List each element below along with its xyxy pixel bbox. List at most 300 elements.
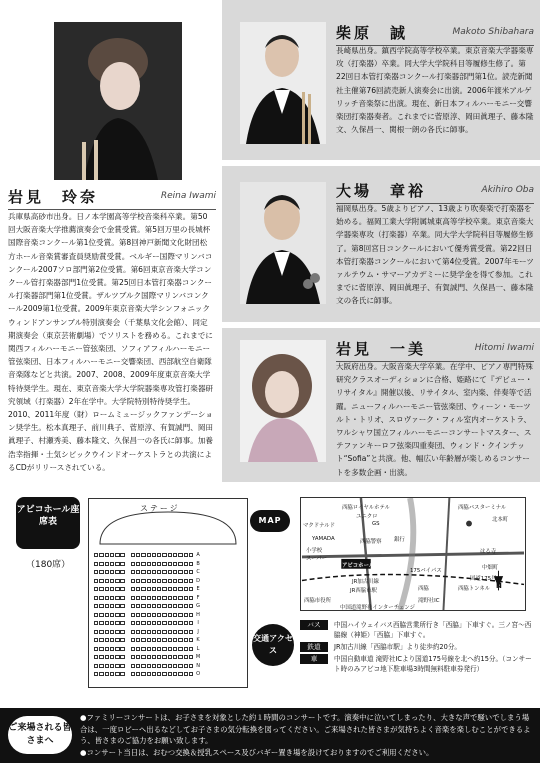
seat (94, 604, 98, 608)
seat (168, 664, 172, 668)
seat (120, 553, 124, 557)
seat (178, 638, 182, 642)
seat (99, 630, 103, 634)
seat (94, 655, 98, 659)
seat (157, 553, 161, 557)
row-letter: K (196, 637, 200, 644)
seat (152, 664, 156, 668)
seat (168, 655, 172, 659)
seat (141, 596, 145, 600)
seat (94, 562, 98, 566)
seat (147, 587, 151, 591)
performer-photo-akihiro (240, 182, 326, 304)
map-label: GS (372, 521, 380, 527)
seat (184, 587, 188, 591)
seat (115, 562, 119, 566)
seat (141, 604, 145, 608)
seat (94, 613, 98, 617)
map-label: 西脇ロイヤルホテル (342, 505, 391, 511)
seat (136, 587, 140, 591)
seat (120, 579, 124, 583)
seat (141, 587, 145, 591)
seat (115, 587, 119, 591)
seat (120, 570, 124, 574)
seat (131, 553, 135, 557)
seat (120, 630, 124, 634)
seat (105, 596, 109, 600)
seat (120, 562, 124, 566)
seat (136, 621, 140, 625)
seat (178, 562, 182, 566)
performer-bio-reina: 兵庫県高砂市出身。日ノ本学園高等学校音楽科卒業。第50回大阪音楽大学推薦演奏会で金賞受賞。第5回万里の長城杯国際音楽コンクール第1位受賞。第8回神戸新聞文化財団松方ホール音楽賞審査員奨励賞受賞。ベルギー国際マリンバコンクール2007ソロ部門第2位受賞。第6回東京音楽大学コンクール管打楽器部門1位受賞。第25回日本管打楽器コンクール打楽器部門第1位受賞。ザルツブルク国際マリンバコンクール2009第1位受賞。2009年東京音楽大学シンフォニックウィンドアンサンブル特別演奏会（千葉県文化会館）、同定期演奏会（東京芸術劇場）でソリストを務める。これまでに関西フィルハーモニー管弦楽団、ソフィアフィルハーモニー管弦楽団、日本フィルハーモニー交響楽団、西部航空自衛隊音楽隊などと共演。2007、2008、2009年度東京音楽大学特待奨学生。現在、東京音楽大学大学院器楽専攻管打楽器研究領域（打楽器）2年在学中。大学院特別特待奨学生。2010、2011年度（財）ロームミュージックファンデーション奨学生。松本真理子、前川典子、菅原淳、有賀誠門、岡田眞理子、村瀬秀美、藤本隆文、久保昌一の各氏に師事。加養浩幸指揮・土気シビックウインドオーケストラとの共演によるCDがリリースされている。 (8, 212, 214, 472)
divider (222, 160, 540, 166)
seat (162, 562, 166, 566)
row-letter: D (196, 577, 200, 584)
seat (99, 647, 103, 651)
seat (94, 672, 98, 676)
seat (110, 596, 114, 600)
seat (152, 604, 156, 608)
seat (178, 613, 182, 617)
seat (115, 664, 119, 668)
seat (162, 647, 166, 651)
seat-row (94, 602, 244, 611)
performer-photo-reina (54, 22, 182, 180)
seat (168, 596, 172, 600)
seat (120, 587, 124, 591)
seat (99, 579, 103, 583)
seat-row (94, 628, 244, 637)
seat (120, 596, 124, 600)
seat (147, 579, 151, 583)
seat (189, 613, 193, 617)
seat (141, 579, 145, 583)
seat (173, 664, 177, 668)
seat (152, 579, 156, 583)
seat (147, 596, 151, 600)
seat (184, 638, 188, 642)
seat (157, 570, 161, 574)
row-letter: C (196, 569, 200, 576)
seat (131, 630, 135, 634)
seat (94, 638, 98, 642)
seat (168, 647, 172, 651)
seat (152, 655, 156, 659)
seat (99, 562, 103, 566)
seat (141, 621, 145, 625)
seat (115, 570, 119, 574)
seat (162, 621, 166, 625)
seat (105, 613, 109, 617)
seat (157, 579, 161, 583)
access-tag: 鉄道 (300, 642, 328, 652)
seat (141, 570, 145, 574)
seat-rows (94, 551, 244, 679)
seat (189, 630, 193, 634)
performer-photo-hitomi (240, 340, 326, 462)
seat (136, 579, 140, 583)
seat (141, 638, 145, 642)
seat (189, 579, 193, 583)
seat (94, 579, 98, 583)
seat (162, 570, 166, 574)
map-label: スーパー (306, 556, 328, 562)
seat (141, 647, 145, 651)
notice-text (80, 712, 534, 758)
access-row-bus (300, 620, 532, 640)
seat (94, 664, 98, 668)
seat (131, 570, 135, 574)
seat (162, 604, 166, 608)
map-label: 小学校 (306, 548, 323, 554)
seat (120, 638, 124, 642)
map-label: 銀行 (394, 537, 405, 543)
seat-row (94, 594, 244, 603)
access-row-car (300, 654, 532, 674)
name-ja: 岩見 一美 (336, 340, 427, 358)
seat (184, 664, 188, 668)
map-label: マクドナルド (303, 523, 336, 529)
seat (131, 638, 135, 642)
seat (105, 621, 109, 625)
seat (120, 621, 124, 625)
seat (110, 587, 114, 591)
seat (168, 638, 172, 642)
seat (99, 570, 103, 574)
seat (141, 672, 145, 676)
seat (105, 630, 109, 634)
seat (94, 647, 98, 651)
seat (157, 638, 161, 642)
seat (178, 672, 182, 676)
map-label: 175バイパス (410, 568, 442, 574)
seat (120, 664, 124, 668)
seat (131, 613, 135, 617)
seat (152, 613, 156, 617)
seat (189, 587, 193, 591)
seat (120, 647, 124, 651)
performer-name-makoto (336, 22, 534, 46)
seat (189, 621, 193, 625)
seat (184, 570, 188, 574)
seat (178, 579, 182, 583)
divider (222, 322, 540, 328)
map-badge: MAP (250, 510, 290, 532)
seat (105, 553, 109, 557)
map-label: 北本町 (492, 517, 509, 523)
seat (152, 596, 156, 600)
seat (189, 604, 193, 608)
seat (152, 553, 156, 557)
seat (147, 613, 151, 617)
seat (184, 596, 188, 600)
seat (136, 596, 140, 600)
seat (115, 621, 119, 625)
seat (131, 587, 135, 591)
row-letter: J (197, 628, 199, 635)
seat (173, 647, 177, 651)
seat (152, 587, 156, 591)
seat (141, 562, 145, 566)
seat (189, 562, 193, 566)
seat (136, 562, 140, 566)
seat (173, 579, 177, 583)
seat (131, 596, 135, 600)
seat (189, 672, 193, 676)
seat (157, 613, 161, 617)
seat (136, 553, 140, 557)
map-label: 西脇 (418, 586, 429, 592)
name-ja: 柴原 誠 (336, 24, 409, 42)
access-list (300, 620, 532, 676)
seat (110, 579, 114, 583)
seat (173, 655, 177, 659)
seat (141, 664, 145, 668)
seat (178, 604, 182, 608)
access-tag: 車 (300, 654, 328, 664)
seat (115, 613, 119, 617)
seat (115, 647, 119, 651)
access-text: JR加古川線「西脇市駅」より徒歩約20分。 (334, 643, 462, 651)
portrait-image (240, 182, 326, 304)
seat (105, 587, 109, 591)
seat-capacity: （180席） (26, 560, 71, 570)
performer-bio-akihiro: 福岡県出身。5歳よりピアノ、13歳より吹奏楽で打楽器を始める。福岡工業大学附属城東高等学校卒業。東京音楽大学器楽専攻（打楽器）卒業。同大学大学院科目等履修生修了。第8回宮日コンクールにおいて優秀賞受賞。第22回日本管打楽器コンクールにおいて第4位受賞。2007年モーツァルテウム・サマーアカデミーに奨学金を得て参加。これまでに菅原淳、岡田眞理子、有賀誠門、久保昌一、藤本隆文の各氏に師事。 (336, 204, 534, 306)
seat (178, 664, 182, 668)
seat (99, 655, 103, 659)
map-label: JR西脇市駅 (350, 588, 377, 594)
seat (162, 587, 166, 591)
seat-row (94, 645, 244, 654)
seat (178, 655, 182, 659)
seat (157, 672, 161, 676)
performer-name-akihiro (336, 180, 534, 204)
seat (168, 562, 172, 566)
seat (184, 579, 188, 583)
seat (178, 570, 182, 574)
seat (105, 655, 109, 659)
row-letter: E (196, 586, 200, 593)
seat (157, 621, 161, 625)
portrait-image (240, 340, 326, 462)
seat (110, 562, 114, 566)
map-label: 西脇市役所 (304, 598, 331, 604)
name-en: Reina Iwami (160, 191, 216, 201)
seat (184, 621, 188, 625)
row-letter: O (196, 671, 201, 678)
seat (184, 655, 188, 659)
seat (147, 562, 151, 566)
seat (94, 553, 98, 557)
seat (110, 570, 114, 574)
seat (173, 630, 177, 634)
access-text: 中国ハイウェイバス西脇営業所行き「西脇」下車すぐ。三ノ宮〜西脇線（神姫）「西脇」下車すぐ。 (334, 621, 532, 639)
seat (168, 553, 172, 557)
seat (168, 630, 172, 634)
seat (189, 655, 193, 659)
notice-line: ●コンサート当日は、おむつ交換＆授乳スペース及びバギー置き場を設けておりますのでご利用ください。 (80, 747, 434, 757)
row-letter: G (196, 603, 200, 610)
seat (173, 613, 177, 617)
row-letter: M (195, 654, 201, 661)
stage-label: ステージ (140, 504, 180, 513)
seat (157, 655, 161, 659)
seat (162, 579, 166, 583)
seat (147, 647, 151, 651)
seat (131, 655, 135, 659)
name-ja: 大場 章裕 (336, 182, 427, 200)
seat (162, 638, 166, 642)
seat (147, 672, 151, 676)
seat (115, 596, 119, 600)
seat (136, 664, 140, 668)
seat (110, 613, 114, 617)
seat (105, 604, 109, 608)
seat (141, 655, 145, 659)
seat (184, 672, 188, 676)
notice-line: ●ファミリーコンサートは、お子さまを対象とした約１時間のコンサートです。演奏中に泣いてしまったり、大きな声で騒いでしまう場合は、一度ロビーへ出るなどしてお子さまの気分転換を図ってください。ご来場された皆さまが気持ちよく音楽を楽しむことができるよう、皆さまのご協力をお願い致します。 (80, 713, 531, 745)
portrait-image (54, 22, 182, 180)
seat (162, 664, 166, 668)
seat (136, 630, 140, 634)
seat (184, 553, 188, 557)
seat (110, 655, 114, 659)
map-label: ユニクロ (356, 514, 378, 520)
seat (168, 613, 172, 617)
map-label: 中畑町 (482, 565, 499, 571)
performer-bio-hitomi: 大阪府出身。大阪音楽大学卒業。在学中、ピアノ専門特殊研究クラスオーディションに合格、姫路にて『デビュー・リサイタル』開催以後、リサイタル、室内楽、伴奏等で活躍。ニューフィルハーモニー管弦楽団、ウィーン・モーツルト・トリオ、スロヴァーク・フィル室内オーケストラ、ワルシャワ国立フィルハーモニーコンサートマスター、ステファンキーロフ弦楽四重奏団、ウィンド・クインテット“Sofia”と共演。他、幅広い年齢層が楽しめるコンサートを多数企画・出演。 (336, 362, 533, 477)
seat (120, 613, 124, 617)
seat (131, 664, 135, 668)
seat (189, 570, 193, 574)
seat (110, 604, 114, 608)
seat (178, 647, 182, 651)
name-en: Makoto Shibahara (452, 27, 534, 37)
seat-row (94, 560, 244, 569)
seat (110, 621, 114, 625)
seat (94, 621, 98, 625)
seat (178, 630, 182, 634)
seat (152, 621, 156, 625)
seat (173, 570, 177, 574)
seating-chart-badge: アビコホール座席表 (16, 497, 80, 549)
seat-row (94, 662, 244, 671)
seat (141, 613, 145, 617)
performer-bio-makoto: 長崎県出身。鎮西学院高等学校卒業。東京音楽大学器楽専攻（打楽器）卒業。同大学大学院科目等履修生修了。第22回日本管打楽器コンクール打楽器部門第1位。読売新聞社主催第76回読売新人演奏会に出演。2006年渡米アルゲリッチ音楽祭に出演。現在、新日本フィルハーモニー交響楽団打楽器奏者。これまでに菅原淳、岡田眞理子、藤本隆文、久保昌一、関根一朗の各氏に師事。 (336, 46, 534, 135)
seat (131, 672, 135, 676)
seat (184, 630, 188, 634)
seat (94, 630, 98, 634)
seat-row (94, 585, 244, 594)
seat (120, 604, 124, 608)
seat (131, 647, 135, 651)
seat (147, 655, 151, 659)
seat (152, 630, 156, 634)
seat (105, 638, 109, 642)
seat (173, 672, 177, 676)
seat (189, 664, 193, 668)
portrait-image (240, 22, 326, 144)
seat (157, 596, 161, 600)
seat-row (94, 568, 244, 577)
row-letter: B (196, 560, 200, 567)
seat (168, 587, 172, 591)
seat (157, 630, 161, 634)
seat (99, 596, 103, 600)
seat (94, 570, 98, 574)
seat (147, 621, 151, 625)
seat (94, 587, 98, 591)
map-label: 国道175号 (470, 576, 497, 582)
seat (136, 570, 140, 574)
seat (152, 672, 156, 676)
seat (157, 647, 161, 651)
seat (136, 638, 140, 642)
seat (162, 596, 166, 600)
seat (110, 638, 114, 642)
performer-photo-makoto (240, 22, 326, 144)
row-letter: F (196, 594, 200, 601)
notice-heading: ご来場される皆さまへ (8, 716, 72, 754)
seat (157, 604, 161, 608)
seat (168, 570, 172, 574)
seat (184, 604, 188, 608)
map-label-hall: アビコホール (342, 563, 375, 569)
seat (120, 655, 124, 659)
seat (162, 613, 166, 617)
seat (136, 672, 140, 676)
seat (152, 562, 156, 566)
seat-row (94, 670, 244, 679)
seat (131, 562, 135, 566)
seat (157, 587, 161, 591)
seat (99, 613, 103, 617)
seat (173, 638, 177, 642)
performer-name-hitomi (336, 338, 534, 362)
seat (99, 587, 103, 591)
row-letter: A (196, 552, 200, 559)
seat (105, 664, 109, 668)
seat (147, 604, 151, 608)
seat (136, 613, 140, 617)
seat (99, 664, 103, 668)
seat (105, 562, 109, 566)
name-en: Hitomi Iwami (474, 343, 534, 353)
performer-name-reina (8, 186, 216, 210)
seat (99, 621, 103, 625)
seat (173, 562, 177, 566)
seat (136, 655, 140, 659)
seat (152, 638, 156, 642)
seat (178, 596, 182, 600)
seat-row (94, 636, 244, 645)
seat (168, 579, 172, 583)
map-label: JR加古川線 (352, 579, 379, 585)
seat (157, 664, 161, 668)
map-label: 西脇バスターミナル (458, 505, 507, 511)
seat (147, 664, 151, 668)
map-label: はる寺 (480, 549, 497, 555)
seat (141, 630, 145, 634)
seat (99, 553, 103, 557)
seat-row (94, 551, 244, 560)
seat (147, 553, 151, 557)
seat (168, 672, 172, 676)
map-label: 西脇トンネル (458, 586, 491, 592)
seat (147, 638, 151, 642)
seat (147, 630, 151, 634)
seat (162, 553, 166, 557)
